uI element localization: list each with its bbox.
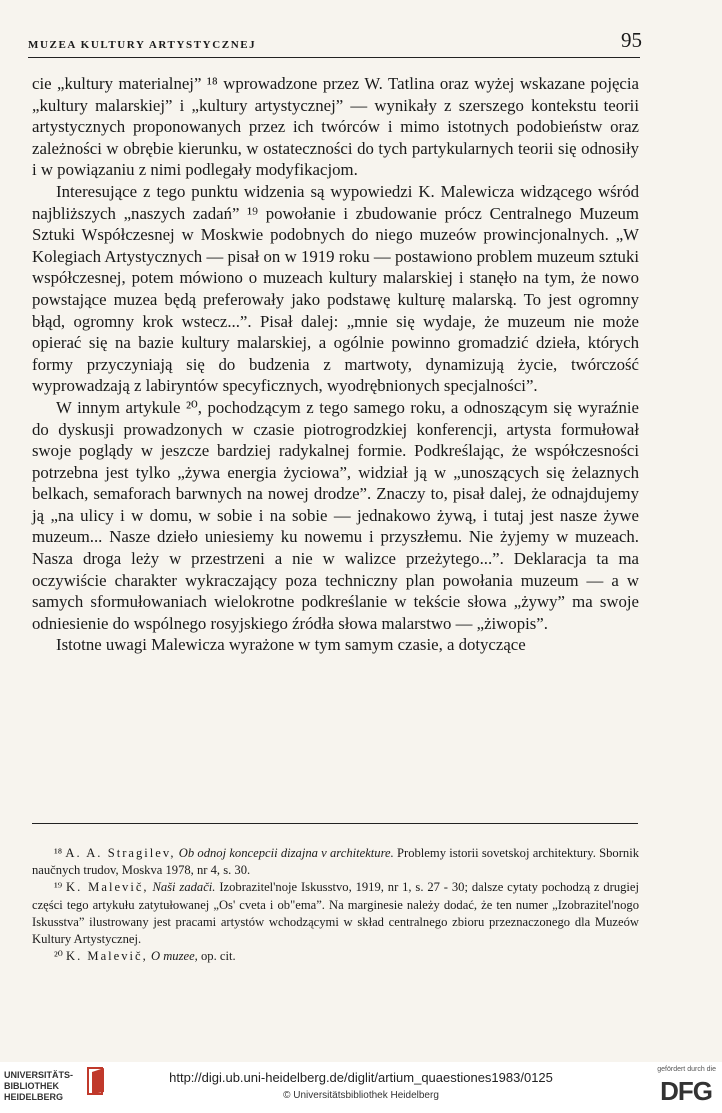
footnote-author: A. A. Stragilev, xyxy=(65,846,176,860)
paragraph-1: cie „kultury materialnej” ¹⁸ wprowadzone przez W. Tatlina oraz wyżej wskazane pojęcia „kultury malarskiej” i „kultury artystycznej” — wynikały z szerszego kontekstu teorii artystycznych proponowanych przez ich twórców i mimo istotnych podobieństw oraz zależności w obrębie kierunku, w ostateczności do tych partykularnych teorii się odnosiły i w powiązaniu z nimi podlegały modyfikacjom. xyxy=(32,74,639,180)
page-header xyxy=(28,30,642,51)
footnote-title: Ob odnoj koncepcii dizajna v architekture. xyxy=(178,846,394,860)
footnote-number: ¹⁸ xyxy=(54,846,63,860)
library-logo-text: UNIVERSITÄTS- BIBLIOTHEK HEIDELBERG xyxy=(4,1070,74,1102)
copyright-text: © Universitätsbibliothek Heidelberg xyxy=(283,1090,439,1101)
footnote-20 xyxy=(32,948,639,965)
header-rule xyxy=(28,57,640,58)
footnote-rule xyxy=(32,823,638,824)
footnote-author: K. Malevič, xyxy=(65,949,148,964)
dfg-logo: DFG xyxy=(660,1076,712,1106)
footnote-author: K. Malevič, xyxy=(66,880,149,895)
paragraph-2: Interesujące z tego punktu widzenia są wypowiedzi K. Malewicza widzącego wśród najbliższych „naszych zadań” ¹⁹ powołanie i zbudowanie prócz Centralnego Muzeum Sztuki Współczesnej w Moskwie podobnych do niego muzeów prowincjonalnych. „W Kolegiach Artystycznych — pisał on w 1919 roku — postawiono problem muzeum sztuki współczesnej, potem mówiono o muzeach kultury malarskiej i stanęło na tym, że nowo powstające muzea będą preferowały jako podstawę kulturę malarską. To jest ogromny błąd, ogromny krok wstecz...”. Pisał dalej: „mnie się wydaje, że muzeum nie może opierać się na bazie kultury malarskiej, a ogólnie powinno gromadzić dzieła, których formy przyczyniają się do budzenia z martwoty, dynamizują życie, twórczość wyprowadzają z labiryntów specyficznych, wyodrębnionych specjalności”. xyxy=(32,181,639,396)
footnote-text: Problemy istorii sovetskoj architektury. Sbornik naučnych trudov, Moskva 1978, nr 4, s. 30. xyxy=(32,846,639,878)
body-text xyxy=(32,73,639,656)
paragraph-3: W innym artykule ²⁰, pochodzącym z tego samego roku, a odnoszącym się wyraźnie do dyskusji prowadzonych w czasie piotrogrodzkiej konferencji, artysta formułował swoje poglądy w jeszcze bardziej radykalnej formie. Podkreślając, że współczesności potrzebna jest tylko „żywa energia życiowa”, widział ją w „unoszących się żelaznych belkach, semaforach barwnych na nowej drodze”. Znaczy to, pisał dalej, że odnajdujemy ją „na ulicy i w domu, w sobie i na sobie — jednakowo żywą, i tutaj jest nasze żywe muzeum... Nasze dzieło uniesiemy ku nowemu i przyszłemu. Nie żyjemy w muzeach. Nasza droga leży w przestrzeni a nie w walizce przeżytego...”. Deklaracja ta ma oczywiście charakter wykraczający poza techniczny plan powołania muzeum — a w samych sformułowaniach wielokrotne podkreślanie w tekście słowa „żywy” ma swoje odniesienie do wspólnego rosyjskiego źródła słowa malarstwo — „żiwopis”. xyxy=(32,397,639,633)
footnote-text: Izobrazitel'noje Iskusstvo, 1919, nr 1, s. 27 - 30; dalsze cytaty pochodzą z drugiej części tego artykułu zatytułowanej „Os' cveta i ob"ema”. Na marginesie należy dodać, że ten numer „Izobrazitel'nogo Iskusstva” ilustrowany jest pracami artystów wchodzącymi w skład centralnego zbioru przeznaczonego dla Muzeów Kultury Artystycznej. xyxy=(32,880,640,947)
footnotes xyxy=(32,845,639,965)
footnote-title: O muzee, xyxy=(150,949,198,964)
footnote-number: ²⁰ xyxy=(54,949,63,964)
dfg-caption: gefördert durch die xyxy=(657,1066,716,1073)
running-title: MUZEA KULTURY ARTYSTYCZNEJ xyxy=(28,39,257,51)
footnote-title: Naši zadači. xyxy=(152,880,216,895)
paragraph-4: Istotne uwagi Malewicza wyrażone w tym samym czasie, a dotyczące xyxy=(56,635,526,655)
viewer-footer xyxy=(0,1062,722,1113)
footnote-number: ¹⁹ xyxy=(54,880,63,895)
footnote-19 xyxy=(32,879,639,948)
footnote-text: op. cit. xyxy=(200,949,236,964)
page-url-link[interactable]: http://digi.ub.uni-heidelberg.de/diglit/artium_quaestiones1983/0125 xyxy=(169,1070,553,1085)
footnote-18 xyxy=(32,845,639,879)
page-number: 95 xyxy=(621,28,642,52)
